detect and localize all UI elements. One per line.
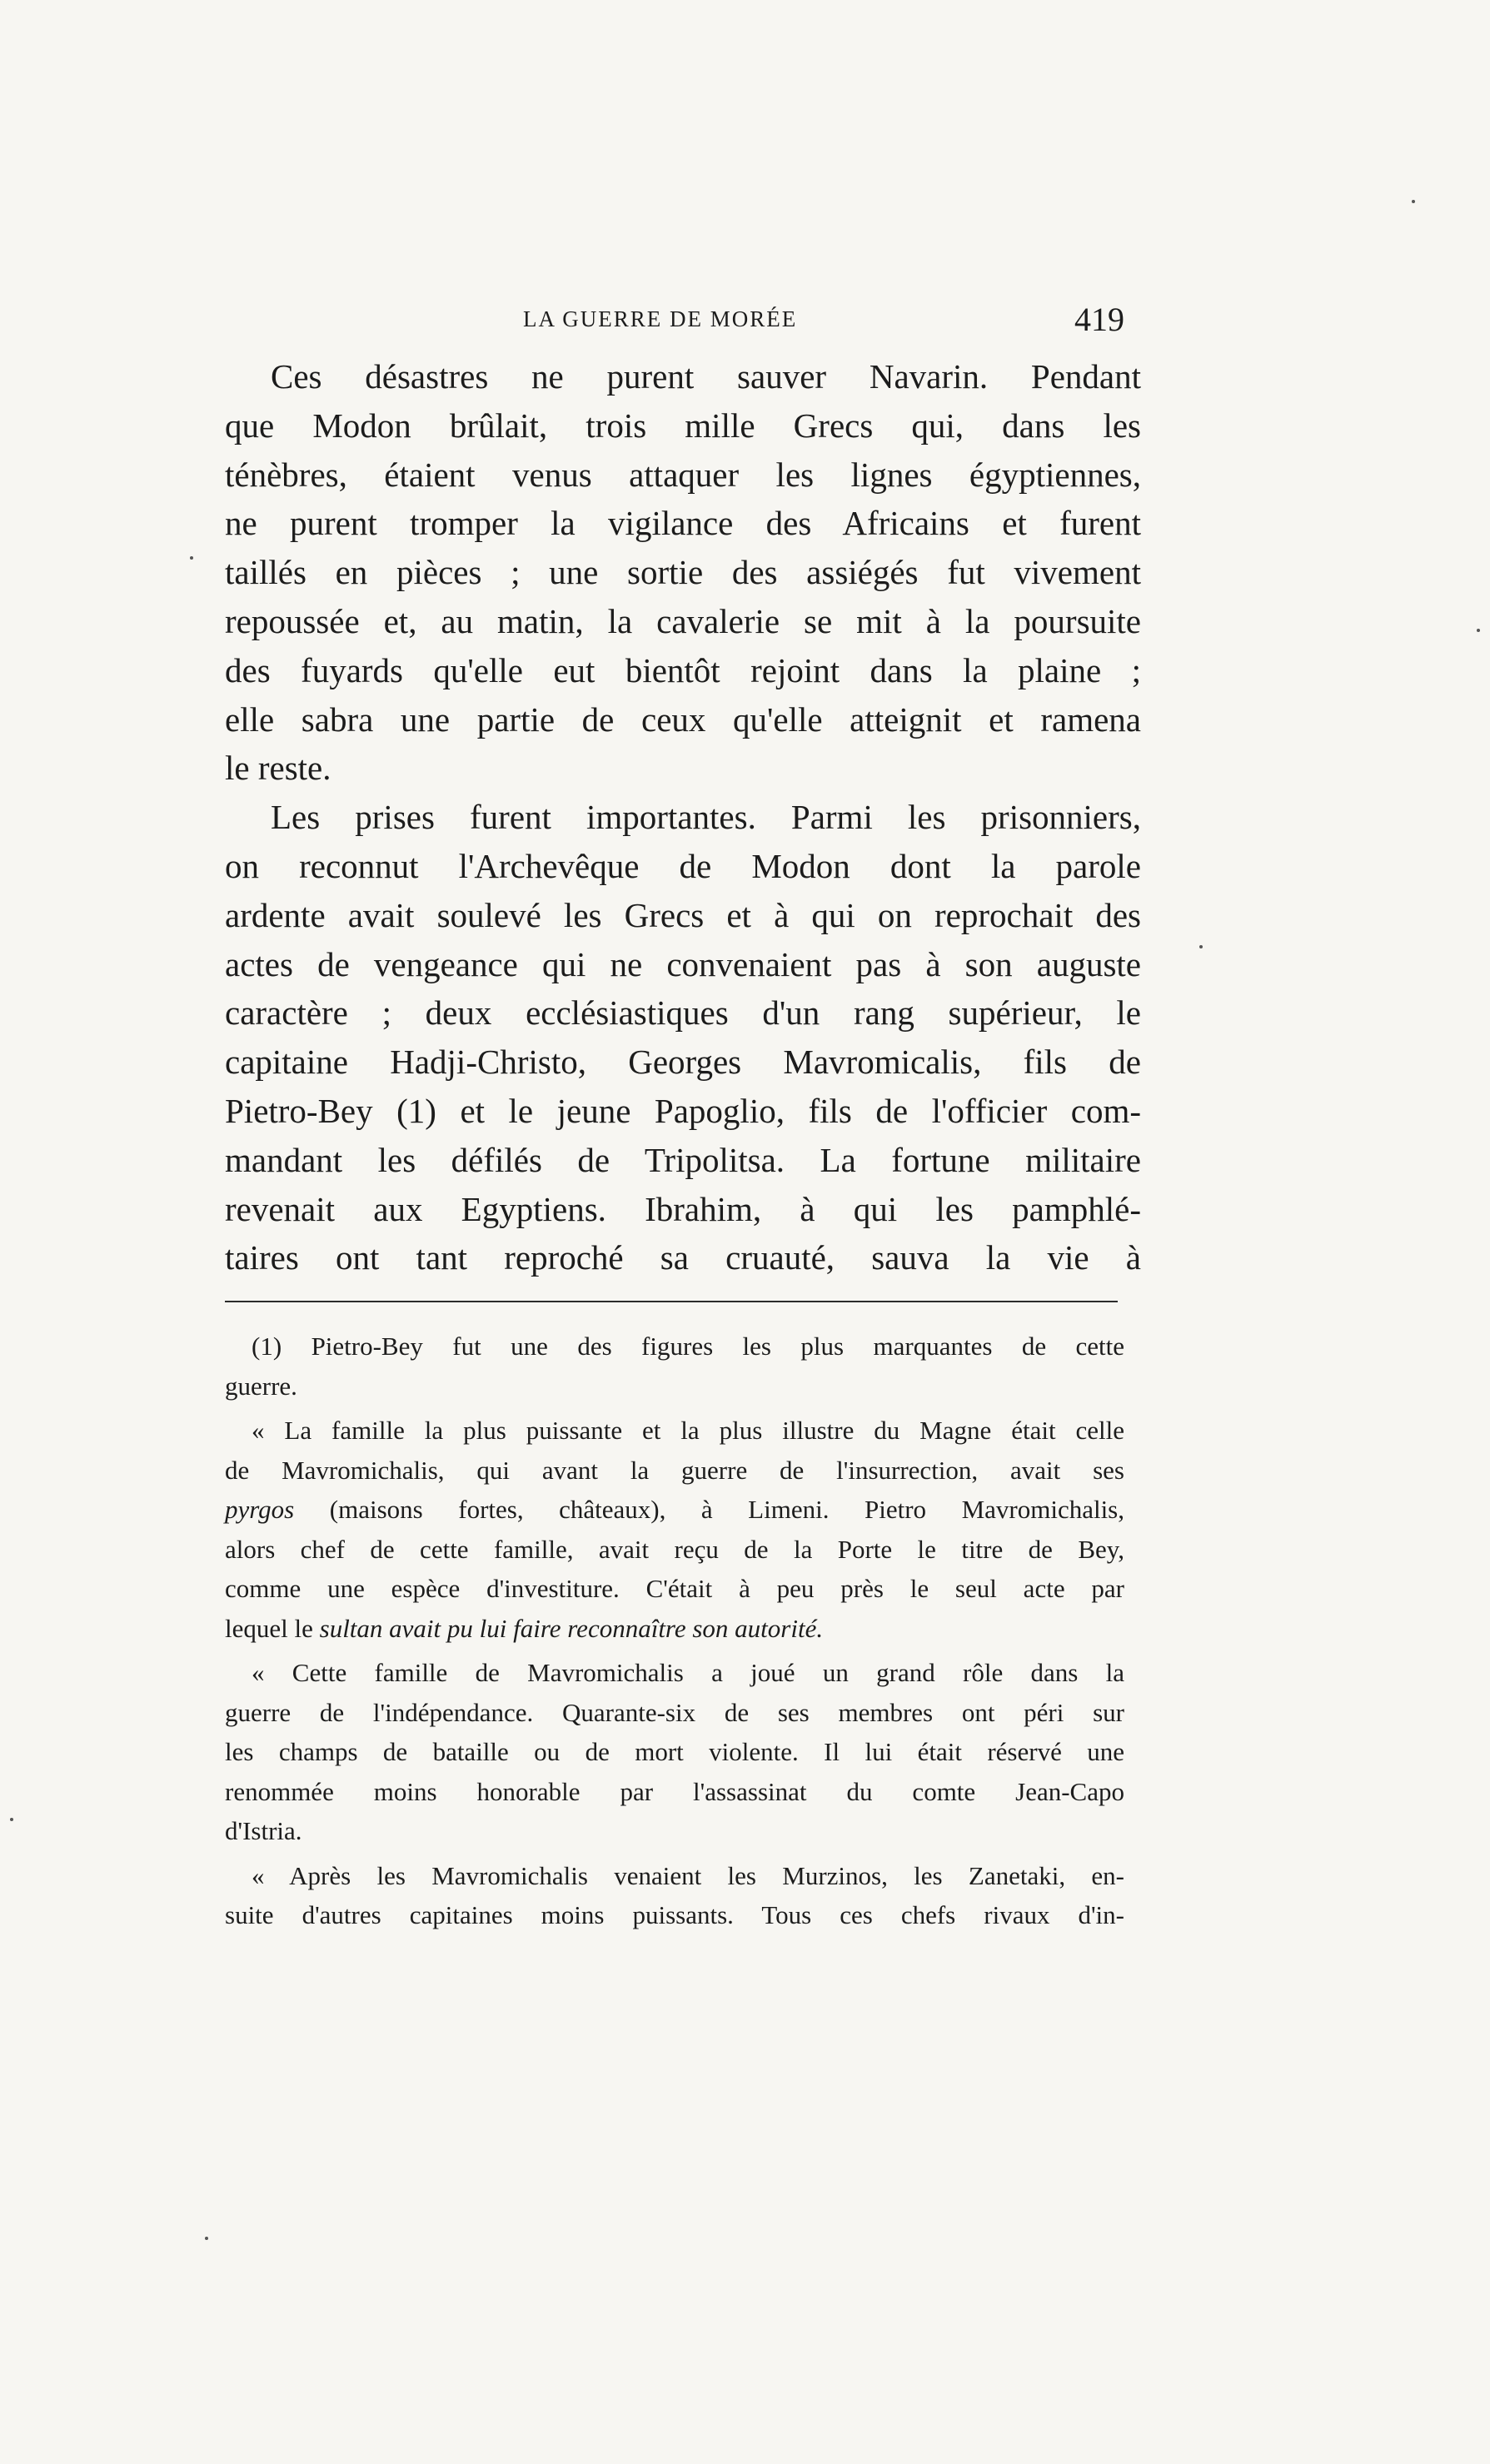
text-line: ne purent tromper la vigilance des Africains et furent	[225, 504, 1141, 543]
text-line: capitaine Hadji-Christo, Georges Mavromicalis, fils de	[225, 1043, 1141, 1082]
text-line: actes de vengeance qui ne convenaient pas à son auguste	[225, 944, 1141, 983]
text-line: revenait aux Egyptiens. Ibrahim, à qui les pamphlé-	[225, 1189, 1141, 1228]
text-line: Les prises furent importantes. Parmi les prisonniers,	[271, 798, 1141, 837]
text-line: Ces désastres ne purent sauver Navarin. Pendant	[271, 357, 1141, 396]
footnote-line: renommée moins honorable par l'assassinat du comte Jean-Capo	[225, 1776, 1124, 1806]
text-line: repoussée et, au matin, la cavalerie se mit à la poursuite	[225, 601, 1141, 640]
main-text	[225, 352, 1141, 1282]
text-line: taillés en pièces ; une sortie des assiégés fut vivement	[225, 553, 1141, 592]
footnote-separator	[225, 1301, 1118, 1302]
text-line: ardente avait soulevé les Grecs et à qui on reprochait des	[225, 895, 1141, 934]
text-line: mandant les défilés de Tripolitsa. La fortune militaire	[225, 1140, 1141, 1179]
page-number: 419	[1074, 301, 1124, 338]
footnote-line: pyrgos (maisons fortes, châteaux), à Limeni. Pietro Mavromichalis,	[225, 1495, 1124, 1524]
text-line: le reste.	[225, 749, 331, 788]
text-line: Pietro-Bey (1) et le jeune Papoglio, fils de l'officier com-	[225, 1091, 1141, 1130]
text-line: ténèbres, étaient venus attaquer les lignes égyptiennes,	[225, 455, 1141, 494]
scan-speck	[1412, 200, 1415, 203]
footnote-line: d'Istria.	[225, 1816, 302, 1845]
footnote-line: alors chef de cette famille, avait reçu de la Porte le titre de Bey,	[225, 1534, 1124, 1564]
footnote-line: lequel le sultan avait pu lui faire reconnaître son autorité.	[225, 1613, 824, 1643]
footnote-line: guerre de l'indépendance. Quarante-six de ses membres ont péri sur	[225, 1697, 1124, 1727]
footnote-line: « Cette famille de Mavromichalis a joué un grand rôle dans la	[252, 1658, 1124, 1687]
text-line: elle sabra une partie de ceux qu'elle atteignit et ramena	[225, 699, 1141, 739]
footnote-line: suite d'autres capitaines moins puissants. Tous ces chefs rivaux d'in-	[225, 1900, 1124, 1929]
scan-speck	[190, 556, 193, 560]
running-title: LA GUERRE DE MORÉE	[523, 306, 798, 331]
footnote-line: de Mavromichalis, qui avant la guerre de l'insurrection, avait ses	[225, 1455, 1124, 1485]
text-line: caractère ; deux ecclésiastiques d'un rang supérieur, le	[225, 993, 1141, 1033]
scan-speck	[10, 1818, 13, 1821]
text-line: que Modon brûlait, trois mille Grecs qui, dans les	[225, 406, 1141, 445]
scan-speck	[205, 2237, 208, 2240]
footnote-line: (1) Pietro-Bey fut une des figures les plus marquantes de cette	[252, 1332, 1124, 1361]
footnote-line: « Après les Mavromichalis venaient les Murzinos, les Zanetaki, en-	[252, 1860, 1124, 1890]
text-line: taires ont tant reproché sa cruauté, sauva la vie à	[225, 1238, 1141, 1277]
footnote-line: les champs de bataille ou de mort violente. Il lui était réservé une	[225, 1737, 1124, 1766]
scan-speck	[1477, 629, 1480, 632]
text-line: on reconnut l'Archevêque de Modon dont la parole	[225, 846, 1141, 885]
page-header	[225, 300, 1141, 350]
footnote-line: comme une espèce d'investiture. C'était à peu près le seul acte par	[225, 1574, 1124, 1603]
footnote-line: « La famille la plus puissante et la plus illustre du Magne était celle	[252, 1416, 1124, 1445]
footnote-line: guerre.	[225, 1371, 297, 1401]
text-line: des fuyards qu'elle eut bientôt rejoint dans la plaine ;	[225, 650, 1141, 689]
scan-speck	[1199, 945, 1203, 948]
footnotes	[225, 1327, 1124, 1935]
